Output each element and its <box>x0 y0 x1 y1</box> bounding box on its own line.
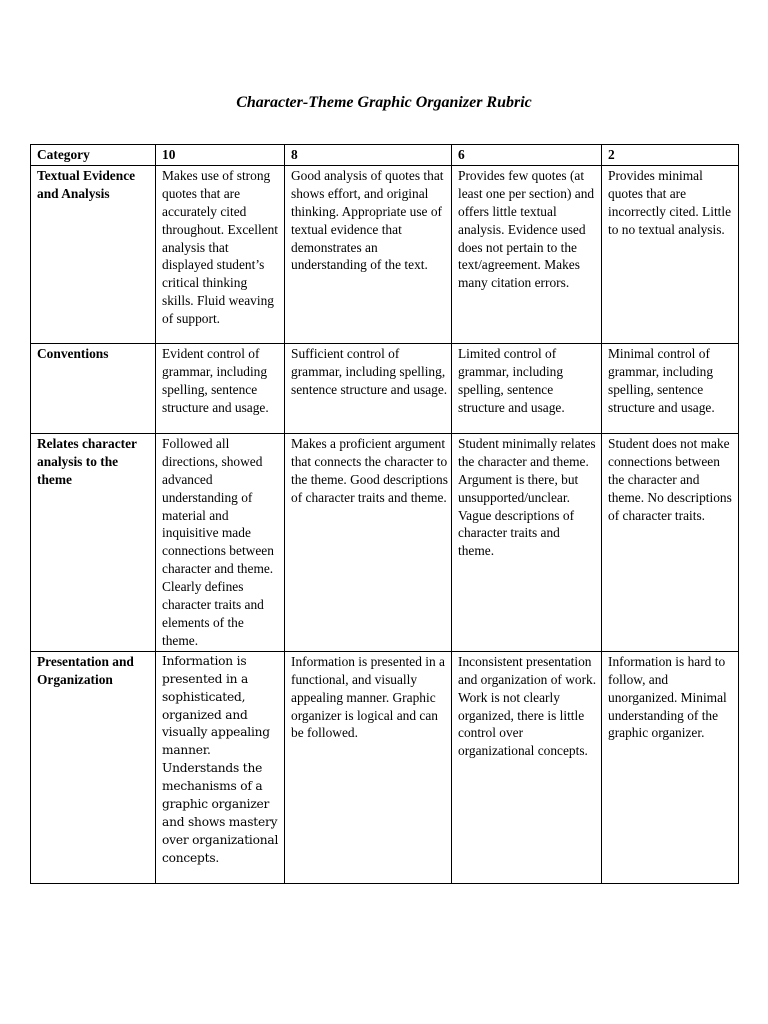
score-10-cell: Followed all directions, showed advanced understanding of material and inquisitive made connections between character and theme. Clearly defines character traits and elements of the theme. <box>156 433 285 651</box>
header-score-2: 2 <box>602 145 739 166</box>
score-8-cell: Sufficient control of grammar, including spelling, sentence structure and usage. <box>285 343 452 433</box>
category-cell: Textual Evidence and Analysis <box>31 165 156 343</box>
rubric-table <box>30 144 739 884</box>
document-title: Character-Theme Graphic Organizer Rubric <box>236 94 532 111</box>
score-2-cell: Minimal control of grammar, including spelling, sentence structure and usage. <box>602 343 739 433</box>
score-8-cell: Information is presented in a functional, and visually appealing manner. Graphic organizer is logical and can be followed. <box>285 651 452 883</box>
score-10-cell: Information is presented in a sophisticated, organized and visually appealing manner. Understands the mechanisms of a graphic organizer and shows mastery over organizational concepts. <box>156 651 285 883</box>
score-2-cell: Information is hard to follow, and unorganized. Minimal understanding of the graphic organizer. <box>602 651 739 883</box>
header-category: Category <box>31 145 156 166</box>
header-row <box>31 145 739 166</box>
score-8-cell: Makes a proficient argument that connects the character to the theme. Good descriptions of character traits and theme. <box>285 433 452 651</box>
score-10-cell: Makes use of strong quotes that are accurately cited throughout. Excellent analysis that displayed student’s critical thinking skills. Fluid weaving of support. <box>156 165 285 343</box>
score-2-cell: Student does not make connections between the character and theme. No descriptions of character traits. <box>602 433 739 651</box>
score-2-cell: Provides minimal quotes that are incorrectly cited. Little to no textual analysis. <box>602 165 739 343</box>
header-score-10: 10 <box>156 145 285 166</box>
category-cell: Conventions <box>31 343 156 433</box>
category-cell: Relates character analysis to the theme <box>31 433 156 651</box>
score-10-cell: Evident control of grammar, including spelling, sentence structure and usage. <box>156 343 285 433</box>
header-score-6: 6 <box>452 145 602 166</box>
score-8-cell: Good analysis of quotes that shows effort, and original thinking. Appropriate use of textual evidence that demonstrates an understanding of the text. <box>285 165 452 343</box>
table-row <box>31 165 739 343</box>
score-6-cell: Inconsistent presentation and organization of work. Work is not clearly organized, there is little control over organizational concepts. <box>452 651 602 883</box>
score-6-cell: Provides few quotes (at least one per section) and offers little textual analysis. Evidence used does not pertain to the text/agreement. Makes many citation errors. <box>452 165 602 343</box>
table-row <box>31 343 739 433</box>
table-row <box>31 433 739 651</box>
score-6-cell: Limited control of grammar, including spelling, sentence structure and usage. <box>452 343 602 433</box>
score-6-cell: Student minimally relates the character and theme. Argument is there, but unsupported/unclear. Vague descriptions of character traits and theme. <box>452 433 602 651</box>
category-cell: Presentation and Organization <box>31 651 156 883</box>
table-row <box>31 651 739 883</box>
header-score-8: 8 <box>285 145 452 166</box>
